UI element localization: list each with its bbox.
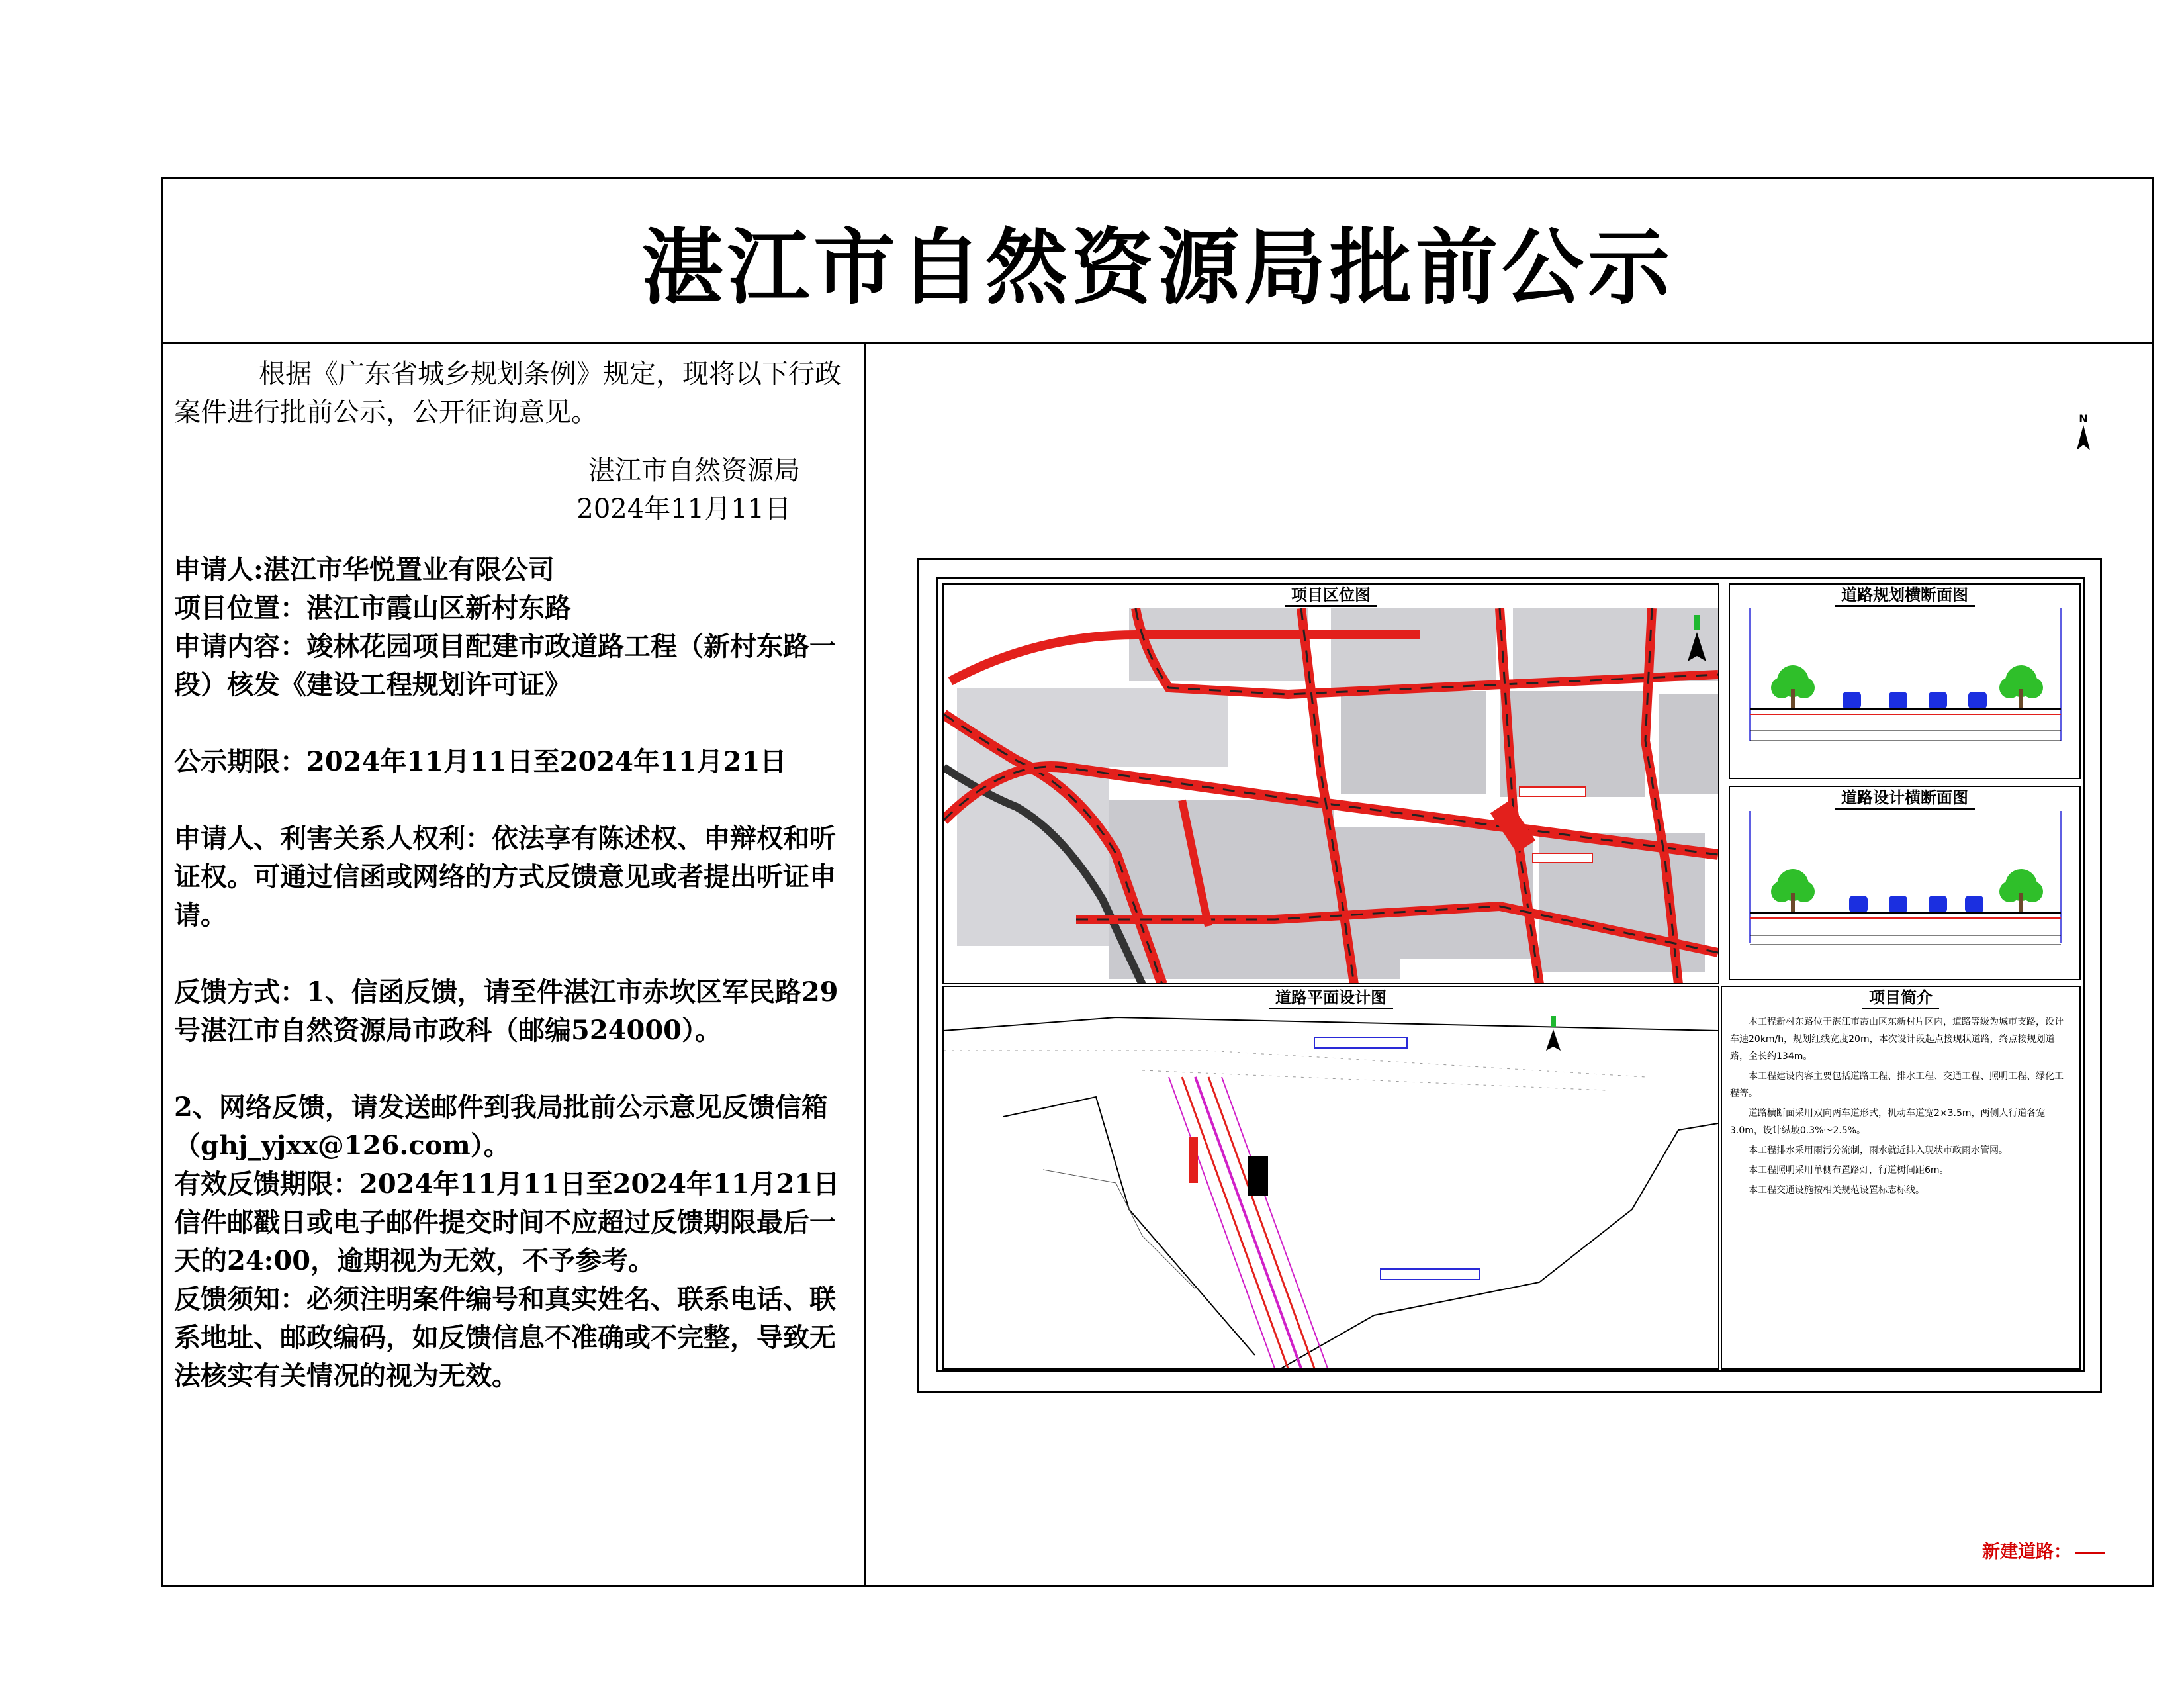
road-plan-panel <box>942 986 1719 1370</box>
location-map-panel <box>942 583 1719 984</box>
location-map <box>944 608 1718 984</box>
notice-period: 公示期限：2024年11月11日至2024年11月21日 <box>174 746 787 777</box>
project-intro-title: 项目简介 <box>1862 987 1939 1009</box>
signature-date: 2024年11月11日 <box>576 494 791 524</box>
valid-period: 有效反馈期限：2024年11月11日至2024年11月21日信件邮戳日或电子邮件提交时间不应超过反馈期限最后一天的24:00，逾期视为无效，不予参考。 <box>174 1168 840 1276</box>
drawing-frame <box>936 577 2085 1372</box>
page-title: 湛江市自然资源局批前公示 <box>163 179 2152 344</box>
road-plan-title: 道路平面设计图 <box>1269 987 1393 1009</box>
drawing-sheet <box>917 558 2102 1393</box>
intro-line: 本工程新村东路位于湛江市霞山区东新村片区内，道路等级为城市支路，设计车速20km/h，规划红线宽度20m，本次设计段起点接现状道路，终点接规划道路，全长约134m。 <box>1730 1017 2064 1062</box>
notice-text-column <box>163 342 866 1585</box>
project-location: 项目位置：湛江市霞山区新村东路 <box>174 592 571 624</box>
plan-north-arrow-icon <box>1546 1016 1561 1051</box>
legend <box>1982 1537 2105 1563</box>
svg-text:N: N <box>2079 413 2088 425</box>
intro-line: 本工程交通设施按相关规范设置标志标线。 <box>1749 1185 1925 1196</box>
planned-section-title: 道路规划横断面图 <box>1835 585 1975 607</box>
notice-intro: 根据《广东省城乡规划条例》规定，现将以下行政案件进行批前公示，公开征询意见。 <box>174 359 841 428</box>
new-road-centerline <box>1195 1077 1301 1368</box>
design-section-drawing <box>1730 811 2079 980</box>
road-plan-drawing <box>944 1011 1718 1370</box>
intro-line: 本工程照明采用单侧布置路灯，行道树间距6m。 <box>1749 1165 1949 1176</box>
design-section-panel <box>1729 786 2081 980</box>
intro-line: 本工程排水采用雨污分流制，雨水就近排入现状市政雨水管网。 <box>1749 1145 2008 1156</box>
design-section-title: 道路设计横断面图 <box>1835 787 1975 810</box>
planned-section-panel <box>1729 583 2081 779</box>
north-arrow-icon <box>2070 413 2097 453</box>
notice-sheet <box>161 177 2154 1587</box>
planned-section-drawing <box>1730 608 2079 779</box>
intro-line: 本工程建设内容主要包括道路工程、排水工程、交通工程、照明工程、绿化工程等。 <box>1730 1071 2064 1099</box>
signature-org: 湛江市自然资源局 <box>588 455 800 486</box>
location-map-title: 项目区位图 <box>1285 585 1377 607</box>
applicant: 申请人:湛江市华悦置业有限公司 <box>174 554 555 585</box>
project-intro-panel <box>1721 986 2081 1370</box>
rights: 申请人、利害关系人权利：依法享有陈述权、申辩权和听证权。可通过信函或网络的方式反馈意见或者提出听证申请。 <box>174 823 836 931</box>
legend-label: 新建道路： <box>1982 1542 2071 1562</box>
feedback-notes: 反馈须知：必须注明案件编号和真实姓名、联系电话、联系地址、邮政编码，如反馈信息不准确或不完整，导致无法核实有关情况的视为无效。 <box>174 1284 836 1391</box>
drawing-column <box>866 342 2152 1585</box>
feedback-email: 2、网络反馈，请发送邮件到我局批前公示意见反馈信箱（ghj_yjxx@126.com）。 <box>174 1092 828 1161</box>
project-intro-text <box>1730 1013 2071 1201</box>
application-content: 申请内容：竣林花园项目配建市政道路工程（新村东路一段）核发《建设工程规划许可证》 <box>174 631 836 700</box>
intro-line: 道路横断面采用双向两车道形式，机动车道宽2×3.5m，两侧人行道各宽3.0m，设计纵坡0.3%～2.5%。 <box>1730 1108 2046 1136</box>
legend-line-icon <box>2075 1552 2105 1554</box>
feedback-mail: 反馈方式：1、信函反馈，请至件湛江市赤坎区军民路29号湛江市自然资源局市政科（邮编524000）。 <box>174 976 839 1046</box>
car-icon <box>1843 692 1861 709</box>
